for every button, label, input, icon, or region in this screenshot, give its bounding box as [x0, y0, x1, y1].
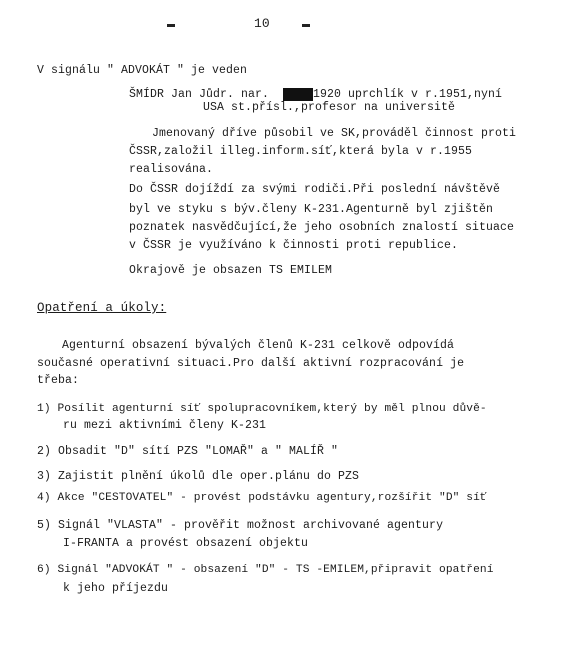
subject-name: ŠMÍDR Jan Jůdr. nar. — [129, 88, 270, 101]
task-item-6: 6) Signál "ADVOKÁT " - obsazení "D" - TS -EMILEM,připravit opatření — [37, 564, 494, 576]
task-item-6-cont: k jeho příjezdu — [63, 582, 169, 595]
paragraph-line: realisována. — [129, 163, 214, 176]
task-item-5: 5) Signál "VLASTA" - prověřit možnost archivované agentury — [37, 519, 444, 532]
scan-mark — [167, 24, 175, 27]
signal-heading: V signálu " ADVOKÁT " je veden — [37, 64, 248, 77]
paragraph-line: Jmenovaný dříve působil ve SK,prováděl činnost proti — [152, 127, 517, 140]
paragraph-line: v ČSSR je využíváno k činnosti proti republice. — [129, 239, 459, 252]
subject-birth: 1920 uprchlík v r.1951,nyní — [313, 88, 503, 101]
task-item-5-cont: I-FRANTA a provést obsazení objektu — [63, 537, 309, 550]
paragraph-line: Okrajově je obsazen TS EMILEM — [129, 264, 333, 277]
page-number: 10 — [254, 16, 270, 31]
task-item-3: 3) Zajistit plnění úkolů dle oper.plánu do PZS — [37, 470, 360, 483]
task-item-1: 1) Posílit agenturní síť spolupracovníkem,který by měl plnou důvě- — [37, 403, 487, 415]
section-heading: Opatření a úkoly: — [37, 301, 167, 315]
scan-mark — [302, 24, 310, 27]
paragraph-line: Do ČSSR dojíždí za svými rodiči.Při poslední návštěvě — [129, 183, 501, 196]
paragraph-line: poznatek nasvědčující,že jeho osobních znalostí situace — [129, 221, 515, 234]
paragraph-line: Agenturní obsazení bývalých členů K-231 celkově odpovídá — [62, 339, 455, 352]
task-item-1-cont: ru mezi aktivními členy K-231 — [63, 419, 267, 432]
redaction-block — [283, 88, 313, 101]
paragraph-line: ČSSR,založil illeg.inform.síť,která byla v r.1955 — [129, 145, 473, 158]
subject-status: USA st.přísl.,profesor na universitě — [203, 101, 456, 114]
paragraph-line: současné operativní situaci.Pro další aktivní rozpracování je — [37, 357, 465, 370]
task-item-2: 2) Obsadit "D" sítí PZS "LOMAŘ" a " MALÍŘ " — [37, 445, 339, 458]
task-item-4: 4) Akce "CESTOVATEL" - provést podstávku agentury,rozšířit "D" síť — [37, 492, 487, 504]
paragraph-line: byl ve styku s býv.členy K-231.Agenturně byl zjištěn — [129, 203, 494, 216]
paragraph-line: třeba: — [37, 374, 80, 387]
